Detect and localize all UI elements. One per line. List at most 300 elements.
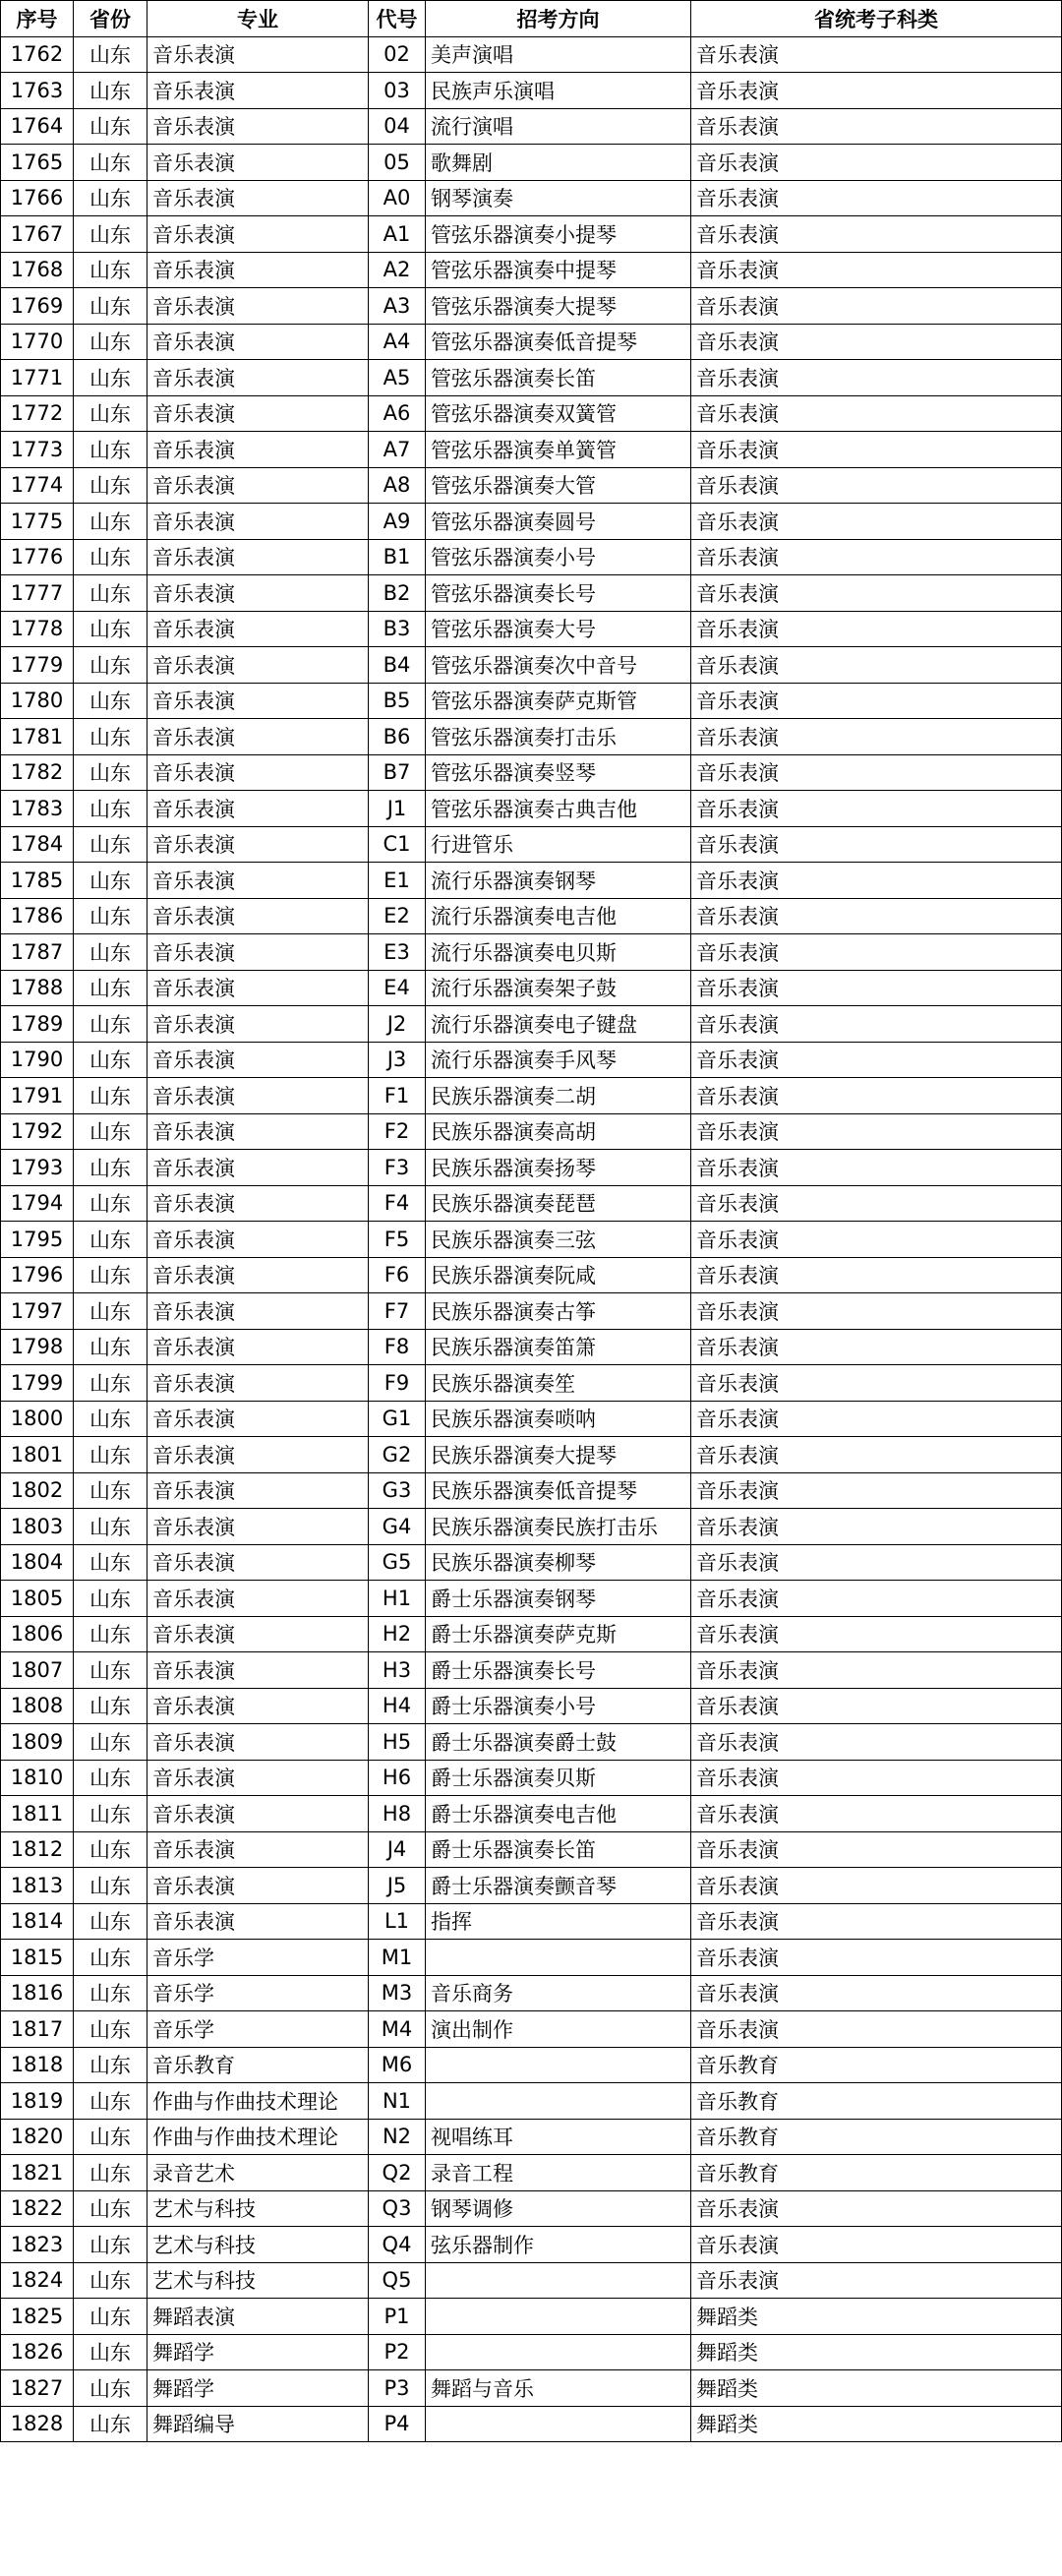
province-cell: 山东 xyxy=(74,1329,148,1365)
table-row xyxy=(1,1222,1062,1258)
direction-cell: 民族乐器演奏古筝 xyxy=(426,1293,691,1330)
province-cell: 山东 xyxy=(74,1688,148,1724)
serial-number-cell: 1809 xyxy=(1,1724,74,1761)
serial-number-cell: 1779 xyxy=(1,647,74,684)
province-cell: 山东 xyxy=(74,1581,148,1617)
major-cell: 录音艺术 xyxy=(148,2155,369,2191)
serial-number-cell: 1770 xyxy=(1,324,74,360)
table-row xyxy=(1,2190,1062,2227)
serial-number-cell: 1800 xyxy=(1,1401,74,1437)
code-cell: B3 xyxy=(369,611,426,647)
table-row xyxy=(1,1150,1062,1186)
major-cell: 舞蹈表演 xyxy=(148,2299,369,2335)
code-cell: J2 xyxy=(369,1006,426,1043)
code-cell: L1 xyxy=(369,1903,426,1940)
exam-category-cell: 音乐表演 xyxy=(691,1903,1062,1940)
code-cell: G5 xyxy=(369,1544,426,1581)
major-cell: 音乐表演 xyxy=(148,1329,369,1365)
direction-cell: 管弦乐器演奏竖琴 xyxy=(426,754,691,791)
exam-category-cell: 音乐表演 xyxy=(691,145,1062,181)
province-cell: 山东 xyxy=(74,1401,148,1437)
major-cell: 音乐表演 xyxy=(148,1401,369,1437)
province-cell: 山东 xyxy=(74,575,148,612)
code-cell: F5 xyxy=(369,1222,426,1258)
code-cell: E4 xyxy=(369,970,426,1006)
exam-category-cell: 音乐表演 xyxy=(691,108,1062,145)
serial-number-cell: 1792 xyxy=(1,1113,74,1150)
table-row xyxy=(1,2011,1062,2048)
exam-category-cell: 音乐表演 xyxy=(691,395,1062,432)
table-row xyxy=(1,1365,1062,1402)
major-cell: 作曲与作曲技术理论 xyxy=(148,2119,369,2155)
major-cell: 音乐表演 xyxy=(148,1509,369,1545)
serial-number-cell: 1805 xyxy=(1,1581,74,1617)
province-cell: 山东 xyxy=(74,2119,148,2155)
code-cell: B4 xyxy=(369,647,426,684)
code-cell: J5 xyxy=(369,1868,426,1904)
table-row xyxy=(1,180,1062,216)
direction-cell: 民族乐器演奏二胡 xyxy=(426,1078,691,1114)
serial-number-cell: 1773 xyxy=(1,432,74,468)
major-cell: 音乐表演 xyxy=(148,1185,369,1222)
table-row xyxy=(1,1257,1062,1293)
code-cell: Q4 xyxy=(369,2227,426,2263)
table-row xyxy=(1,1796,1062,1832)
table-row xyxy=(1,2155,1062,2191)
exam-category-cell: 舞蹈类 xyxy=(691,2334,1062,2370)
province-cell: 山东 xyxy=(74,395,148,432)
major-cell: 音乐表演 xyxy=(148,252,369,288)
table-row xyxy=(1,791,1062,827)
code-cell: 05 xyxy=(369,145,426,181)
direction-cell: 管弦乐器演奏萨克斯管 xyxy=(426,683,691,719)
code-cell: J3 xyxy=(369,1042,426,1078)
direction-cell: 钢琴调修 xyxy=(426,2190,691,2227)
direction-cell: 爵士乐器演奏爵士鼓 xyxy=(426,1724,691,1761)
serial-number-cell: 1797 xyxy=(1,1293,74,1330)
table-row xyxy=(1,934,1062,971)
header-serial-number: 序号 xyxy=(1,1,74,37)
province-cell: 山东 xyxy=(74,2227,148,2263)
code-cell: A2 xyxy=(369,252,426,288)
direction-cell xyxy=(426,2262,691,2299)
province-cell: 山东 xyxy=(74,2370,148,2407)
exam-category-cell: 音乐表演 xyxy=(691,180,1062,216)
major-cell: 音乐表演 xyxy=(148,970,369,1006)
code-cell: A9 xyxy=(369,504,426,540)
header-major: 专业 xyxy=(148,1,369,37)
exam-category-cell: 音乐表演 xyxy=(691,683,1062,719)
major-cell: 音乐表演 xyxy=(148,108,369,145)
code-cell: B1 xyxy=(369,539,426,575)
province-cell: 山东 xyxy=(74,1437,148,1473)
major-cell: 舞蹈学 xyxy=(148,2370,369,2407)
code-cell: H2 xyxy=(369,1616,426,1652)
province-cell: 山东 xyxy=(74,1472,148,1509)
code-cell: A7 xyxy=(369,432,426,468)
province-cell: 山东 xyxy=(74,970,148,1006)
province-cell: 山东 xyxy=(74,1616,148,1652)
direction-cell: 管弦乐器演奏次中音号 xyxy=(426,647,691,684)
province-cell: 山东 xyxy=(74,180,148,216)
table-row xyxy=(1,1760,1062,1796)
province-cell: 山东 xyxy=(74,1078,148,1114)
direction-cell: 流行演唱 xyxy=(426,108,691,145)
code-cell: G4 xyxy=(369,1509,426,1545)
code-cell: J1 xyxy=(369,791,426,827)
code-cell: P3 xyxy=(369,2370,426,2407)
province-cell: 山东 xyxy=(74,360,148,396)
major-cell: 音乐表演 xyxy=(148,1581,369,1617)
code-cell: F2 xyxy=(369,1113,426,1150)
province-cell: 山东 xyxy=(74,1150,148,1186)
code-cell: P1 xyxy=(369,2299,426,2335)
major-cell: 音乐表演 xyxy=(148,863,369,899)
province-cell: 山东 xyxy=(74,2406,148,2442)
direction-cell: 民族乐器演奏笛箫 xyxy=(426,1329,691,1365)
major-cell: 舞蹈学 xyxy=(148,2334,369,2370)
table-row xyxy=(1,2406,1062,2442)
table-row xyxy=(1,2047,1062,2083)
exam-category-cell: 音乐表演 xyxy=(691,754,1062,791)
table-row xyxy=(1,2370,1062,2407)
direction-cell: 流行乐器演奏电吉他 xyxy=(426,898,691,934)
serial-number-cell: 1818 xyxy=(1,2047,74,2083)
serial-number-cell: 1794 xyxy=(1,1185,74,1222)
serial-number-cell: 1781 xyxy=(1,719,74,755)
table-row xyxy=(1,2119,1062,2155)
code-cell: M4 xyxy=(369,2011,426,2048)
table-row xyxy=(1,288,1062,325)
code-cell: A8 xyxy=(369,467,426,504)
serial-number-cell: 1813 xyxy=(1,1868,74,1904)
exam-category-cell: 音乐表演 xyxy=(691,719,1062,755)
exam-category-cell: 音乐表演 xyxy=(691,2011,1062,2048)
serial-number-cell: 1786 xyxy=(1,898,74,934)
serial-number-cell: 1768 xyxy=(1,252,74,288)
direction-cell: 管弦乐器演奏古典吉他 xyxy=(426,791,691,827)
table-row xyxy=(1,1185,1062,1222)
serial-number-cell: 1782 xyxy=(1,754,74,791)
direction-cell: 管弦乐器演奏长笛 xyxy=(426,360,691,396)
province-cell: 山东 xyxy=(74,2334,148,2370)
exam-category-cell: 音乐表演 xyxy=(691,611,1062,647)
serial-number-cell: 1807 xyxy=(1,1652,74,1689)
serial-number-cell: 1825 xyxy=(1,2299,74,2335)
code-cell: H3 xyxy=(369,1652,426,1689)
code-cell: P2 xyxy=(369,2334,426,2370)
exam-category-cell: 音乐表演 xyxy=(691,1831,1062,1868)
table-row xyxy=(1,2334,1062,2370)
province-cell: 山东 xyxy=(74,1868,148,1904)
code-cell: N1 xyxy=(369,2083,426,2120)
direction-cell: 管弦乐器演奏圆号 xyxy=(426,504,691,540)
province-cell: 山东 xyxy=(74,1652,148,1689)
exam-category-cell: 音乐表演 xyxy=(691,647,1062,684)
table-row xyxy=(1,108,1062,145)
direction-cell: 民族乐器演奏三弦 xyxy=(426,1222,691,1258)
direction-cell: 流行乐器演奏手风琴 xyxy=(426,1042,691,1078)
major-cell: 音乐表演 xyxy=(148,432,369,468)
table-row xyxy=(1,970,1062,1006)
serial-number-cell: 1804 xyxy=(1,1544,74,1581)
major-cell: 音乐表演 xyxy=(148,1006,369,1043)
province-cell: 山东 xyxy=(74,826,148,863)
exam-category-cell: 音乐表演 xyxy=(691,1472,1062,1509)
major-cell: 艺术与科技 xyxy=(148,2262,369,2299)
serial-number-cell: 1812 xyxy=(1,1831,74,1868)
major-cell: 音乐表演 xyxy=(148,504,369,540)
code-cell: A3 xyxy=(369,288,426,325)
direction-cell: 民族乐器演奏笙 xyxy=(426,1365,691,1402)
serial-number-cell: 1787 xyxy=(1,934,74,971)
exam-category-cell: 音乐表演 xyxy=(691,1688,1062,1724)
table-header xyxy=(1,1,1062,37)
direction-cell: 管弦乐器演奏中提琴 xyxy=(426,252,691,288)
table-row xyxy=(1,2299,1062,2335)
exam-category-cell: 音乐表演 xyxy=(691,1940,1062,1976)
exam-category-cell: 音乐表演 xyxy=(691,1257,1062,1293)
direction-cell: 行进管乐 xyxy=(426,826,691,863)
code-cell: F8 xyxy=(369,1329,426,1365)
table-row xyxy=(1,1006,1062,1043)
code-cell: M1 xyxy=(369,1940,426,1976)
serial-number-cell: 1793 xyxy=(1,1150,74,1186)
major-cell: 音乐表演 xyxy=(148,1042,369,1078)
code-cell: A5 xyxy=(369,360,426,396)
code-cell: F9 xyxy=(369,1365,426,1402)
province-cell: 山东 xyxy=(74,647,148,684)
table-row xyxy=(1,1544,1062,1581)
serial-number-cell: 1778 xyxy=(1,611,74,647)
table-row xyxy=(1,1042,1062,1078)
direction-cell: 流行乐器演奏钢琴 xyxy=(426,863,691,899)
table-row xyxy=(1,1616,1062,1652)
exam-category-cell: 音乐表演 xyxy=(691,1222,1062,1258)
table-row xyxy=(1,395,1062,432)
table-row xyxy=(1,324,1062,360)
exam-category-cell: 音乐表演 xyxy=(691,1796,1062,1832)
major-cell: 音乐学 xyxy=(148,1940,369,1976)
exam-category-cell: 舞蹈类 xyxy=(691,2299,1062,2335)
code-cell: B6 xyxy=(369,719,426,755)
exam-category-cell: 音乐表演 xyxy=(691,863,1062,899)
major-cell: 音乐表演 xyxy=(148,145,369,181)
serial-number-cell: 1815 xyxy=(1,1940,74,1976)
exam-category-cell: 音乐表演 xyxy=(691,1401,1062,1437)
major-cell: 音乐表演 xyxy=(148,1472,369,1509)
major-cell: 音乐表演 xyxy=(148,1868,369,1904)
table-row xyxy=(1,36,1062,73)
serial-number-cell: 1763 xyxy=(1,73,74,109)
major-cell: 音乐表演 xyxy=(148,611,369,647)
exam-category-cell: 舞蹈类 xyxy=(691,2370,1062,2407)
direction-cell: 民族乐器演奏低音提琴 xyxy=(426,1472,691,1509)
exam-category-cell: 音乐表演 xyxy=(691,1293,1062,1330)
table-row xyxy=(1,2227,1062,2263)
major-cell: 音乐表演 xyxy=(148,1544,369,1581)
exam-category-cell: 音乐表演 xyxy=(691,252,1062,288)
table-row xyxy=(1,683,1062,719)
major-cell: 音乐表演 xyxy=(148,1437,369,1473)
table-body xyxy=(1,36,1062,2442)
table-row xyxy=(1,575,1062,612)
code-cell: A6 xyxy=(369,395,426,432)
direction-cell: 管弦乐器演奏低音提琴 xyxy=(426,324,691,360)
direction-cell: 民族乐器演奏扬琴 xyxy=(426,1150,691,1186)
direction-cell: 民族乐器演奏高胡 xyxy=(426,1113,691,1150)
major-cell: 音乐表演 xyxy=(148,1724,369,1761)
province-cell: 山东 xyxy=(74,1796,148,1832)
serial-number-cell: 1799 xyxy=(1,1365,74,1402)
direction-cell: 舞蹈与音乐 xyxy=(426,2370,691,2407)
major-cell: 音乐表演 xyxy=(148,1293,369,1330)
serial-number-cell: 1784 xyxy=(1,826,74,863)
code-cell: C1 xyxy=(369,826,426,863)
serial-number-cell: 1817 xyxy=(1,2011,74,2048)
serial-number-cell: 1810 xyxy=(1,1760,74,1796)
serial-number-cell: 1767 xyxy=(1,216,74,253)
exam-category-cell: 音乐表演 xyxy=(691,1150,1062,1186)
major-cell: 音乐表演 xyxy=(148,1796,369,1832)
code-cell: 02 xyxy=(369,36,426,73)
exam-category-cell: 音乐表演 xyxy=(691,539,1062,575)
exam-category-cell: 音乐表演 xyxy=(691,791,1062,827)
province-cell: 山东 xyxy=(74,1006,148,1043)
direction-cell xyxy=(426,2334,691,2370)
code-cell: H8 xyxy=(369,1796,426,1832)
serial-number-cell: 1806 xyxy=(1,1616,74,1652)
code-cell: H5 xyxy=(369,1724,426,1761)
serial-number-cell: 1783 xyxy=(1,791,74,827)
major-cell: 作曲与作曲技术理论 xyxy=(148,2083,369,2120)
serial-number-cell: 1790 xyxy=(1,1042,74,1078)
direction-cell: 爵士乐器演奏长号 xyxy=(426,1652,691,1689)
code-cell: F6 xyxy=(369,1257,426,1293)
serial-number-cell: 1819 xyxy=(1,2083,74,2120)
province-cell: 山东 xyxy=(74,1509,148,1545)
exam-category-cell: 音乐表演 xyxy=(691,826,1062,863)
direction-cell: 美声演唱 xyxy=(426,36,691,73)
exam-category-cell: 音乐表演 xyxy=(691,1006,1062,1043)
exam-category-cell: 音乐表演 xyxy=(691,2227,1062,2263)
major-cell: 音乐表演 xyxy=(148,395,369,432)
table-row xyxy=(1,1437,1062,1473)
table-row xyxy=(1,1509,1062,1545)
direction-cell: 民族乐器演奏琵琶 xyxy=(426,1185,691,1222)
exam-category-cell: 音乐表演 xyxy=(691,504,1062,540)
direction-cell: 管弦乐器演奏打击乐 xyxy=(426,719,691,755)
exam-category-cell: 音乐表演 xyxy=(691,2262,1062,2299)
header-direction: 招考方向 xyxy=(426,1,691,37)
code-cell: Q2 xyxy=(369,2155,426,2191)
direction-cell: 流行乐器演奏电子键盘 xyxy=(426,1006,691,1043)
province-cell: 山东 xyxy=(74,1975,148,2011)
code-cell: G1 xyxy=(369,1401,426,1437)
direction-cell: 民族乐器演奏民族打击乐 xyxy=(426,1509,691,1545)
exam-category-cell: 音乐表演 xyxy=(691,1078,1062,1114)
major-cell: 音乐表演 xyxy=(148,1257,369,1293)
exam-category-cell: 音乐表演 xyxy=(691,73,1062,109)
major-cell: 音乐表演 xyxy=(148,36,369,73)
serial-number-cell: 1814 xyxy=(1,1903,74,1940)
province-cell: 山东 xyxy=(74,1257,148,1293)
serial-number-cell: 1816 xyxy=(1,1975,74,2011)
code-cell: A1 xyxy=(369,216,426,253)
code-cell: 04 xyxy=(369,108,426,145)
province-cell: 山东 xyxy=(74,754,148,791)
exam-category-cell: 音乐表演 xyxy=(691,1544,1062,1581)
table-row xyxy=(1,1831,1062,1868)
direction-cell: 民族乐器演奏阮咸 xyxy=(426,1257,691,1293)
exam-category-cell: 音乐表演 xyxy=(691,1760,1062,1796)
direction-cell: 管弦乐器演奏大管 xyxy=(426,467,691,504)
major-cell: 音乐表演 xyxy=(148,719,369,755)
exam-category-cell: 音乐表演 xyxy=(691,970,1062,1006)
province-cell: 山东 xyxy=(74,288,148,325)
exam-category-cell: 音乐表演 xyxy=(691,1975,1062,2011)
exam-category-cell: 音乐表演 xyxy=(691,1581,1062,1617)
header-province: 省份 xyxy=(74,1,148,37)
serial-number-cell: 1826 xyxy=(1,2334,74,2370)
major-cell: 音乐表演 xyxy=(148,1365,369,1402)
serial-number-cell: 1796 xyxy=(1,1257,74,1293)
direction-cell: 演出制作 xyxy=(426,2011,691,2048)
direction-cell: 民族乐器演奏大提琴 xyxy=(426,1437,691,1473)
major-cell: 音乐表演 xyxy=(148,754,369,791)
major-cell: 音乐表演 xyxy=(148,324,369,360)
province-cell: 山东 xyxy=(74,108,148,145)
serial-number-cell: 1766 xyxy=(1,180,74,216)
serial-number-cell: 1789 xyxy=(1,1006,74,1043)
table-row xyxy=(1,1329,1062,1365)
province-cell: 山东 xyxy=(74,1042,148,1078)
major-cell: 音乐表演 xyxy=(148,826,369,863)
serial-number-cell: 1802 xyxy=(1,1472,74,1509)
code-cell: B2 xyxy=(369,575,426,612)
direction-cell: 民族乐器演奏柳琴 xyxy=(426,1544,691,1581)
exam-category-cell: 音乐表演 xyxy=(691,898,1062,934)
direction-cell: 钢琴演奏 xyxy=(426,180,691,216)
major-cell: 音乐表演 xyxy=(148,1831,369,1868)
province-cell: 山东 xyxy=(74,791,148,827)
province-cell: 山东 xyxy=(74,1760,148,1796)
major-cell: 音乐表演 xyxy=(148,288,369,325)
table-row xyxy=(1,898,1062,934)
table-row xyxy=(1,2083,1062,2120)
table-row xyxy=(1,73,1062,109)
exam-category-cell: 舞蹈类 xyxy=(691,2406,1062,2442)
province-cell: 山东 xyxy=(74,683,148,719)
major-cell: 音乐表演 xyxy=(148,934,369,971)
serial-number-cell: 1828 xyxy=(1,2406,74,2442)
table-row xyxy=(1,826,1062,863)
serial-number-cell: 1785 xyxy=(1,863,74,899)
serial-number-cell: 1821 xyxy=(1,2155,74,2191)
province-cell: 山东 xyxy=(74,611,148,647)
table-row xyxy=(1,145,1062,181)
serial-number-cell: 1774 xyxy=(1,467,74,504)
serial-number-cell: 1764 xyxy=(1,108,74,145)
code-cell: F3 xyxy=(369,1150,426,1186)
table-row xyxy=(1,863,1062,899)
major-cell: 音乐表演 xyxy=(148,216,369,253)
direction-cell: 音乐商务 xyxy=(426,1975,691,2011)
header-exam-category: 省统考子科类 xyxy=(691,1,1062,37)
exam-category-cell: 音乐表演 xyxy=(691,934,1062,971)
serial-number-cell: 1822 xyxy=(1,2190,74,2227)
header-row xyxy=(1,1,1062,37)
